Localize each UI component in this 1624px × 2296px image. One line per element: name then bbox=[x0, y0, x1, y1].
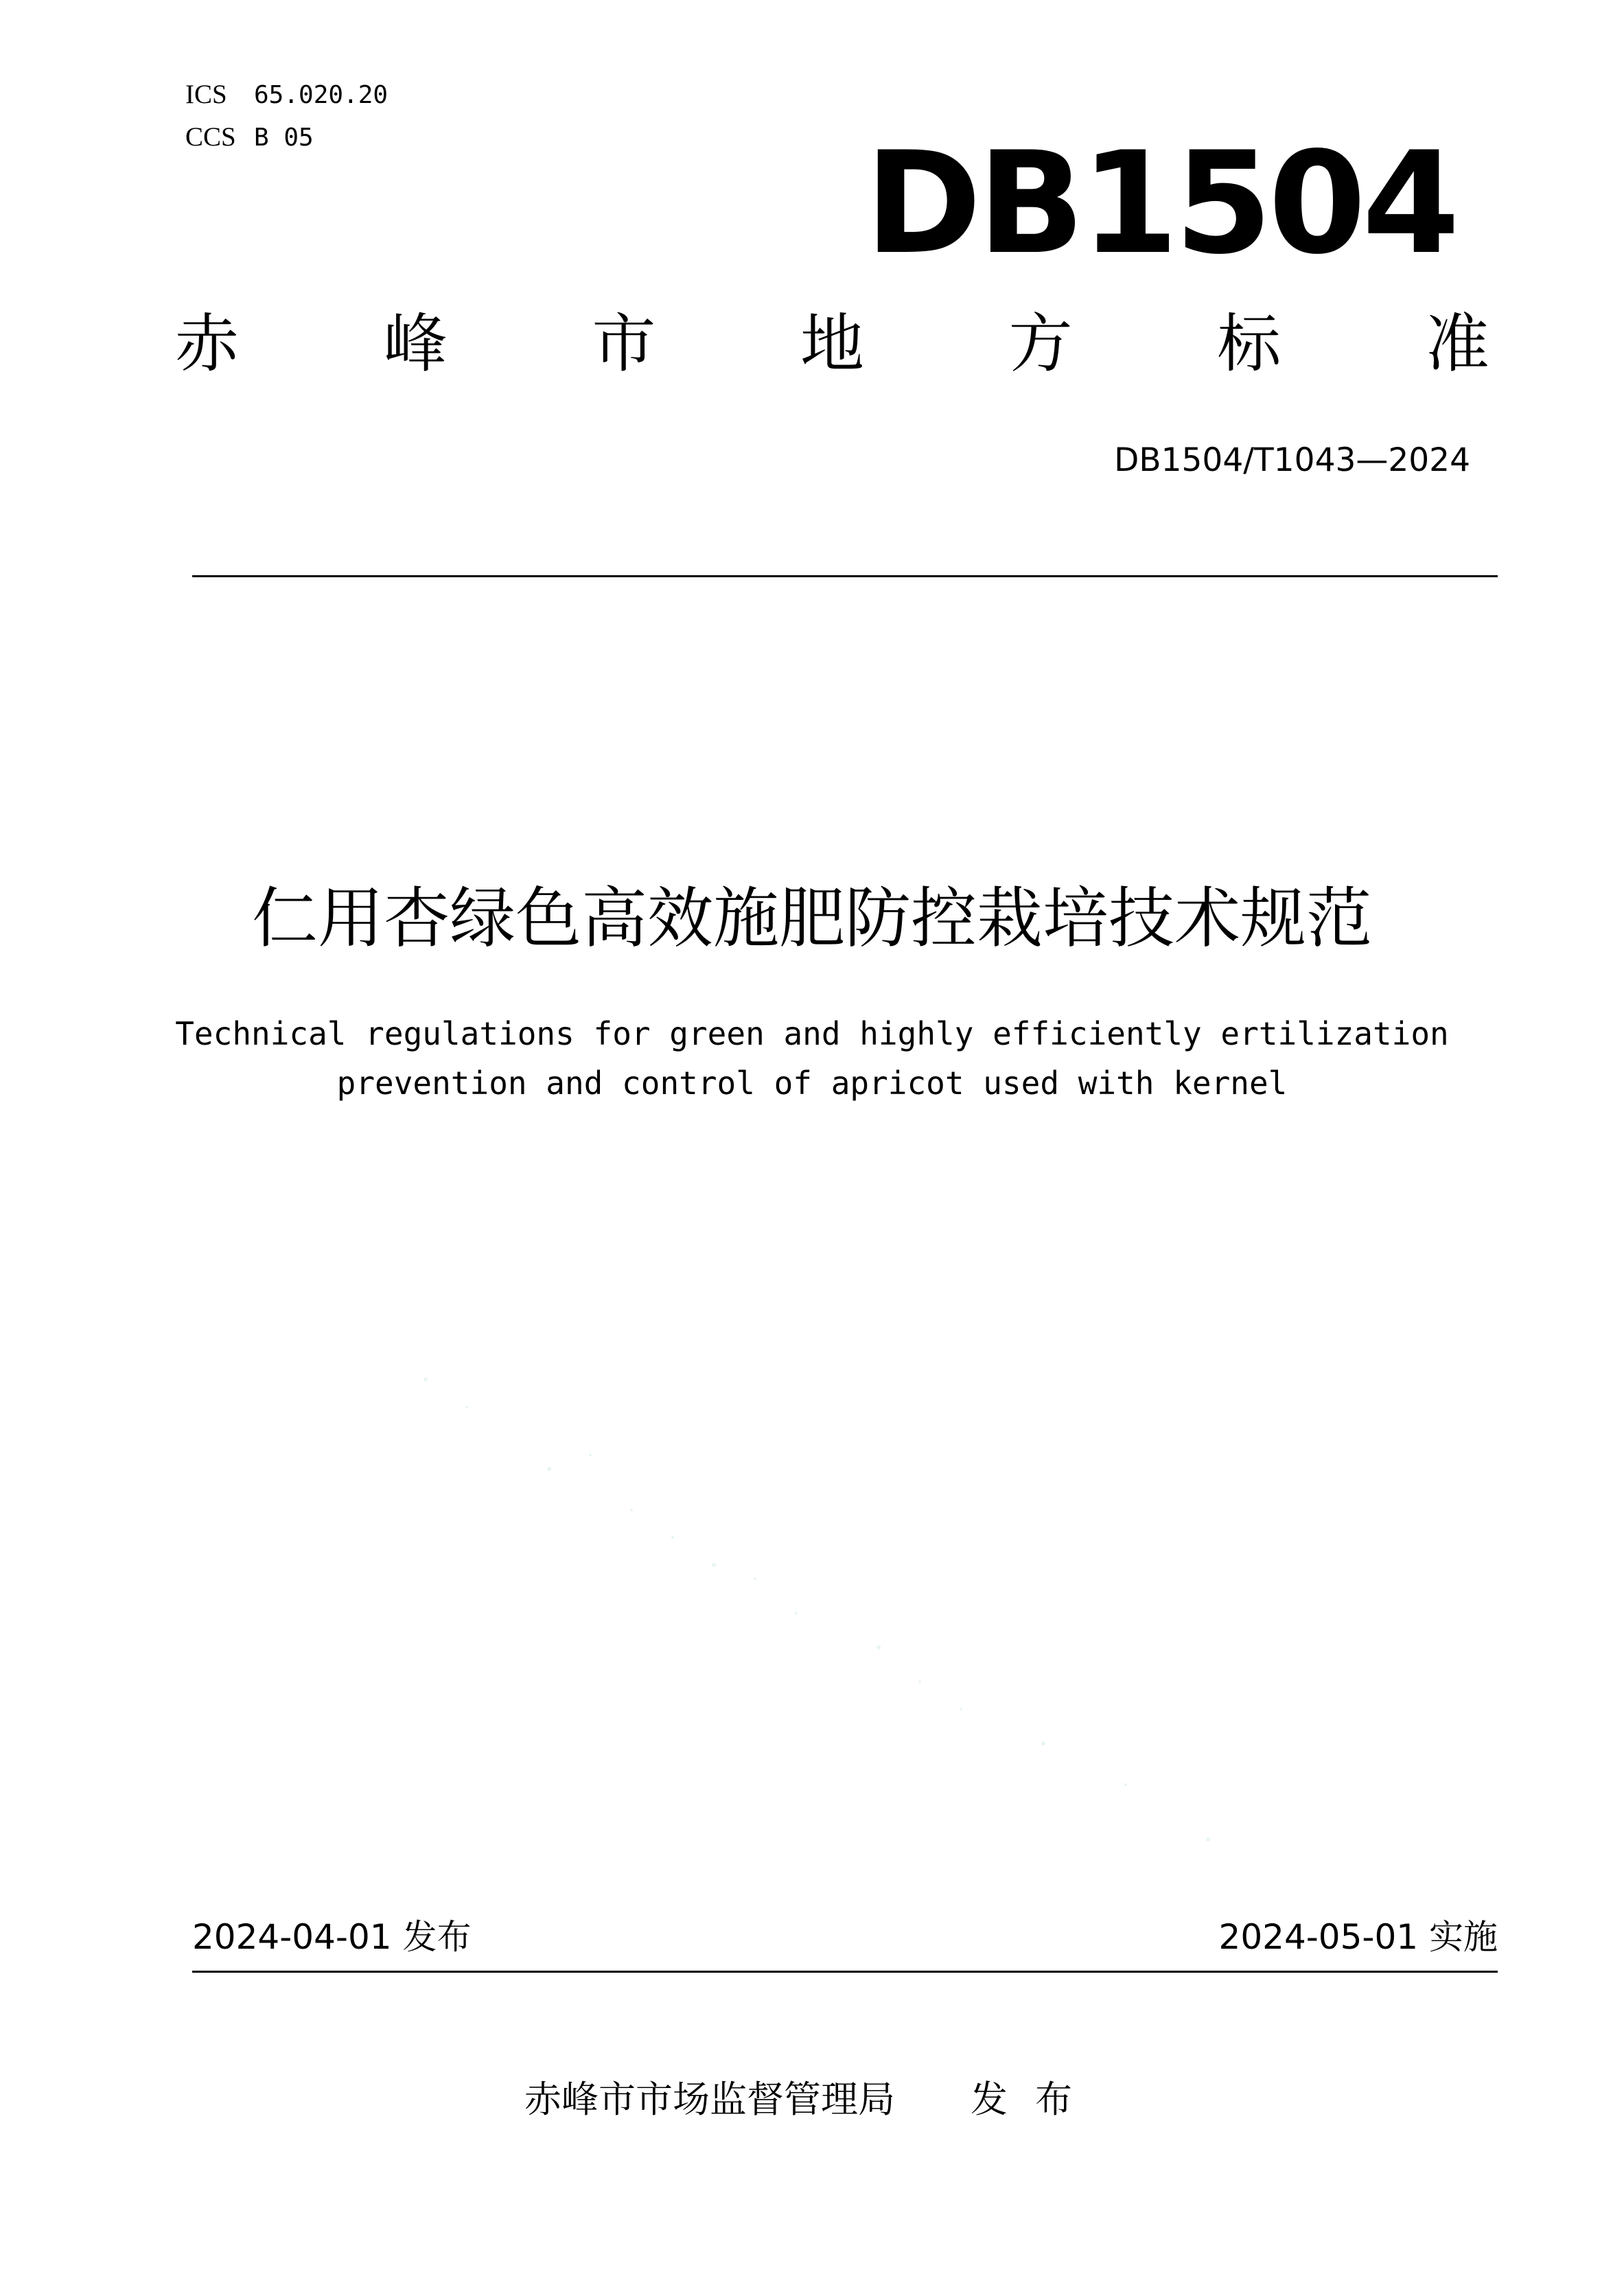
standard-type-char: 赤 bbox=[175, 307, 239, 381]
header-divider bbox=[192, 575, 1498, 577]
issuer-action: 发布 bbox=[971, 2078, 1100, 2121]
title-english-line2: prevention and control of apricot used with kernel bbox=[336, 1065, 1288, 1102]
ics-value: 65.020.20 bbox=[254, 81, 388, 109]
standard-type-char: 市 bbox=[592, 307, 656, 381]
watermark bbox=[412, 1359, 1304, 1908]
ccs-label: CCS bbox=[185, 122, 236, 152]
standard-type-char: 标 bbox=[1217, 307, 1281, 381]
standard-type-char: 地 bbox=[800, 307, 864, 381]
ccs-code bbox=[185, 124, 314, 150]
ics-code bbox=[185, 81, 388, 108]
title-chinese: 仁用杏绿色高效施肥防控栽培技术规范 bbox=[252, 880, 1372, 957]
implement-date: 2024-05-01 实施 bbox=[1218, 1917, 1498, 1957]
standard-number: DB1504/T1043—2024 bbox=[1114, 441, 1470, 479]
standard-type-char: 方 bbox=[1008, 307, 1073, 381]
ics-label: ICS bbox=[185, 80, 227, 109]
standard-type-char: 峰 bbox=[383, 307, 448, 381]
standard-type-char: 准 bbox=[1425, 307, 1489, 381]
issuer bbox=[0, 2078, 1624, 2121]
publish-date: 2024-04-01 发布 bbox=[192, 1917, 472, 1957]
standard-type bbox=[175, 307, 1489, 381]
footer-divider bbox=[192, 1971, 1498, 1973]
standard-prefix: DB1504 bbox=[865, 122, 1456, 286]
issuer-name: 赤峰市市场监督管理局 bbox=[524, 2078, 895, 2121]
ccs-value: B 05 bbox=[254, 124, 314, 152]
title-english-line1: Technical regulations for green and highly efficiently ertilization bbox=[175, 1015, 1449, 1052]
